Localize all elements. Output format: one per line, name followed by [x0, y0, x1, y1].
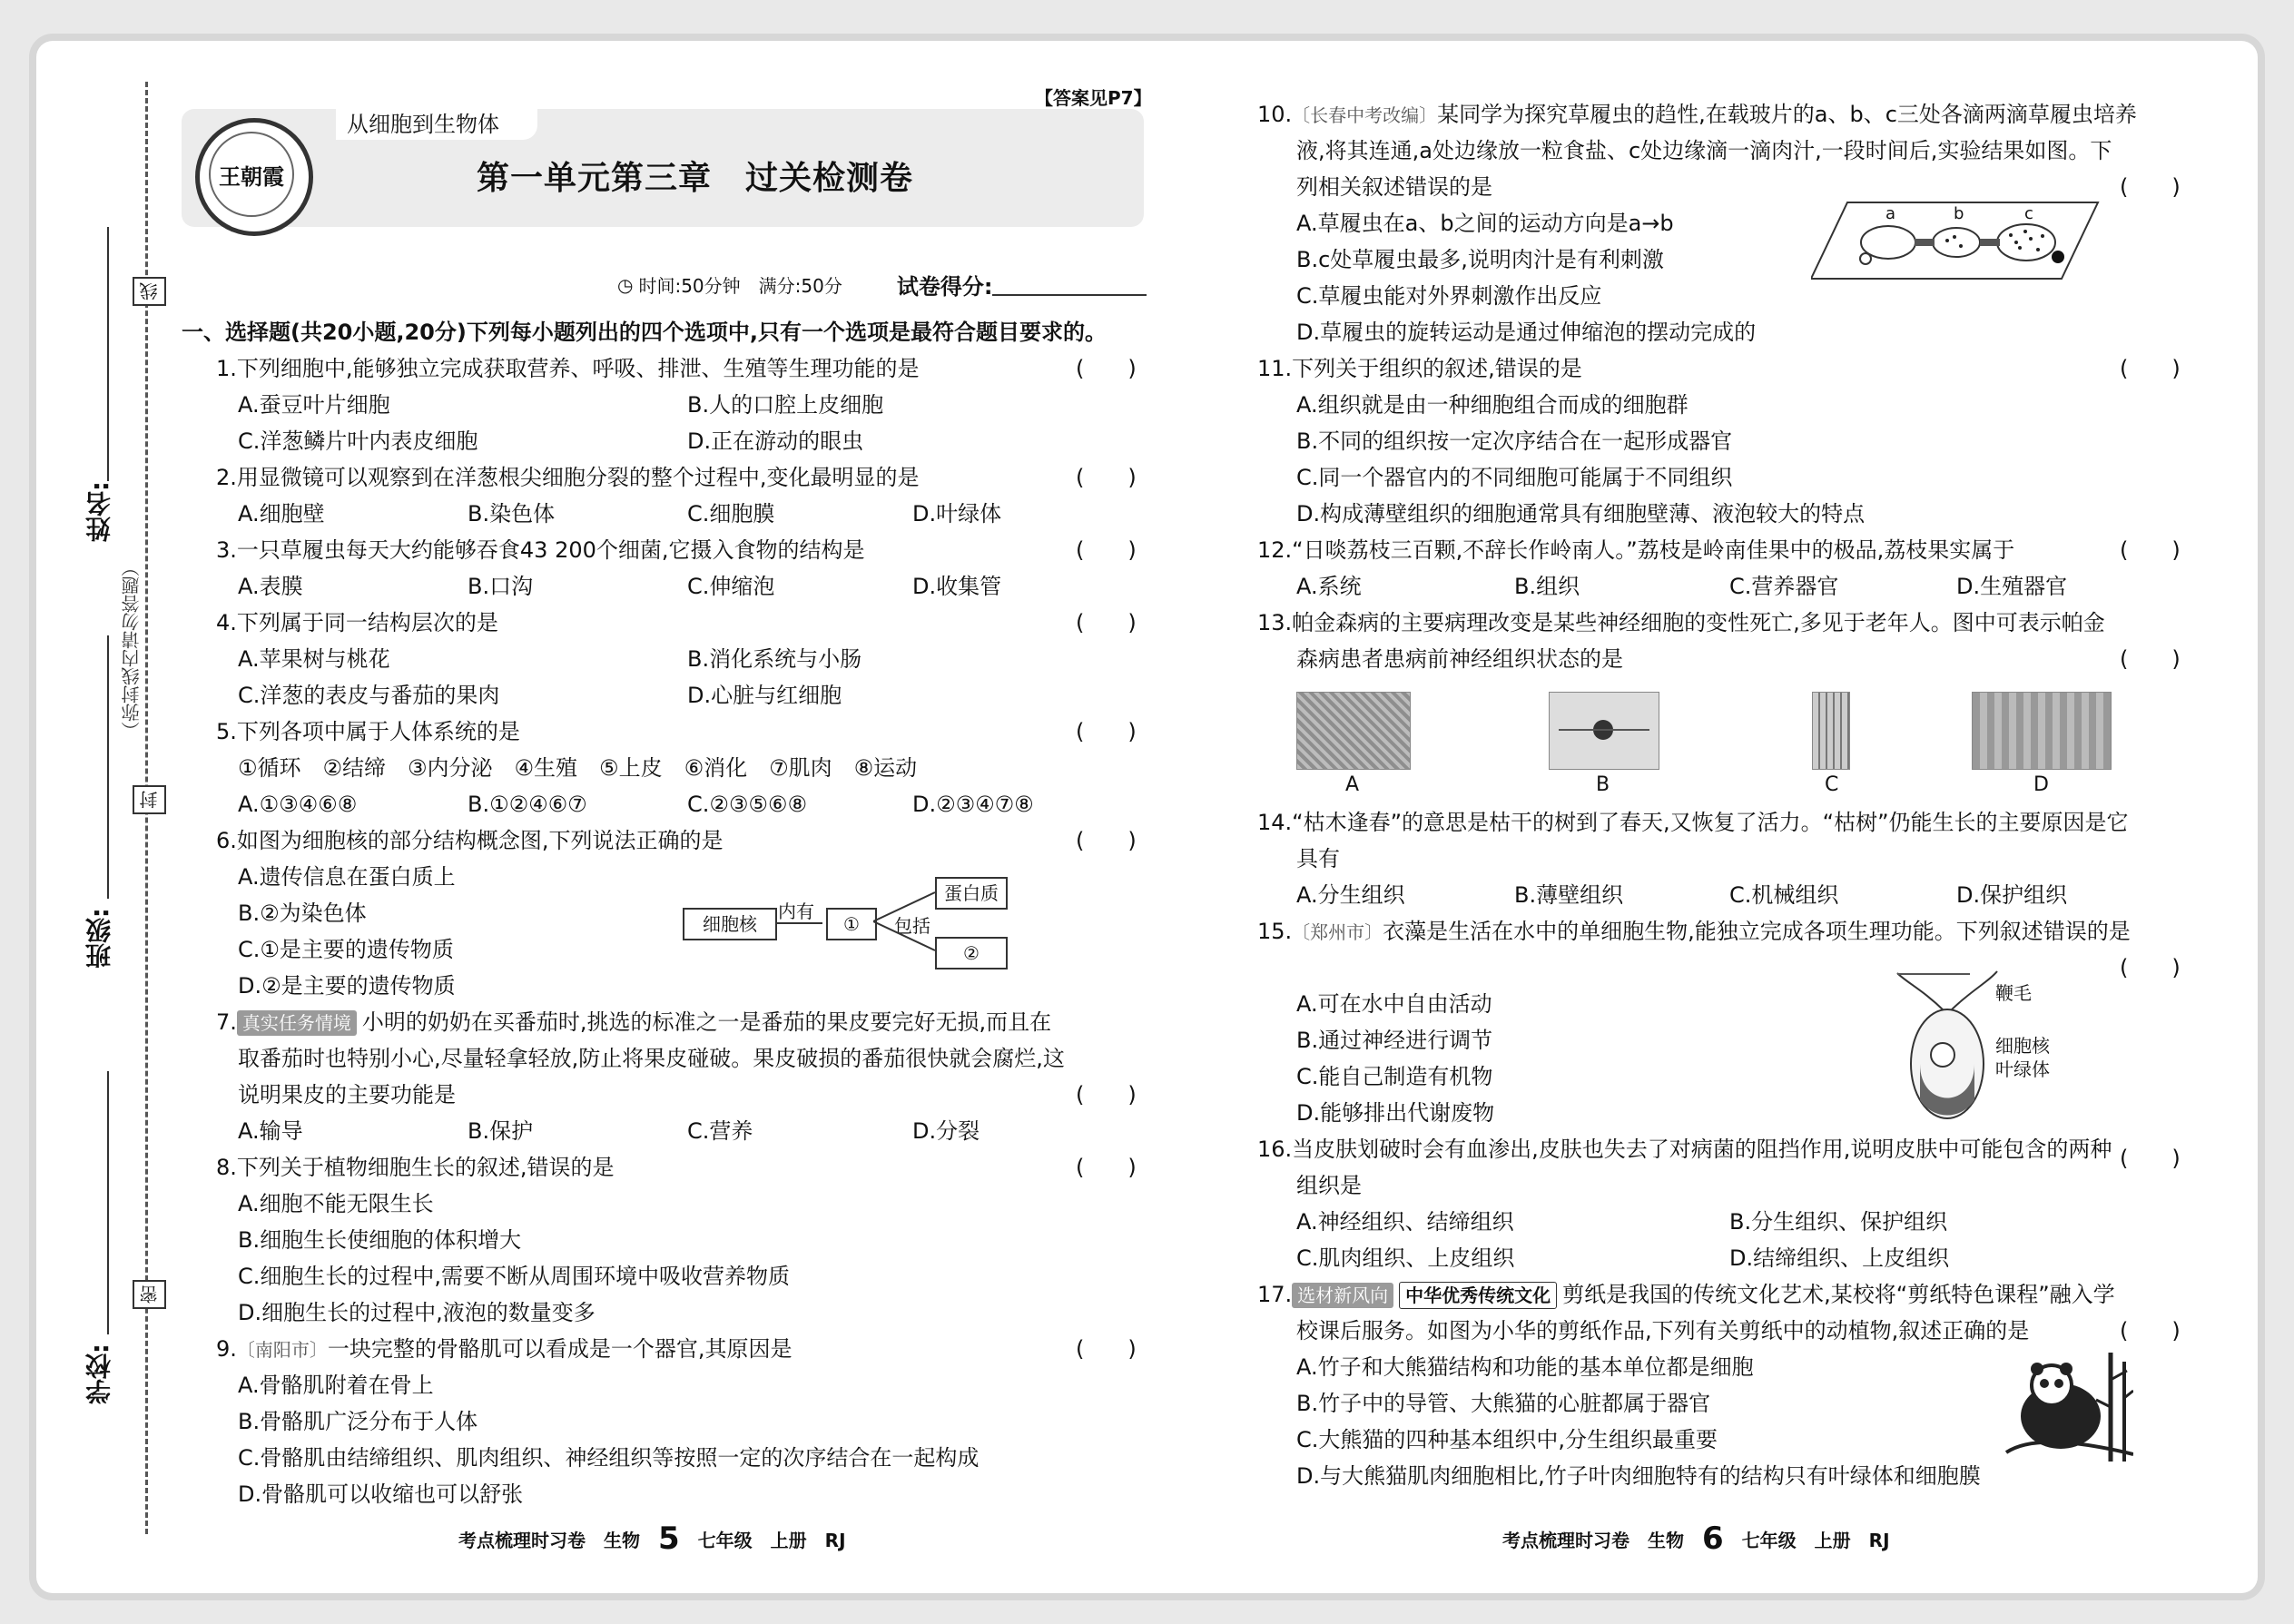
q13-caption-c: C: [1825, 773, 1839, 796]
q15-label-chloroplast: 叶绿体: [1995, 1058, 2050, 1080]
q15-answer-blank[interactable]: ( ): [2120, 955, 2181, 980]
q6-label-includes: 包括: [894, 915, 930, 937]
q1-option-d[interactable]: D.正在游动的眼虫: [687, 428, 864, 454]
q10-option-c[interactable]: C.草履虫能对外界刺激作出反应: [1296, 283, 1602, 309]
q14-option-a[interactable]: A.分生组织: [1296, 882, 1405, 908]
q8-stem: 8.下列关于植物细胞生长的叙述,错误的是: [216, 1155, 615, 1180]
q10-stem-line2: 液,将其连通,a处边缘放一粒食盐、c处边缘滴一滴肉汁,一段时间后,实验结果如图。下: [1296, 138, 2112, 163]
q13-stem-line2: 森病患者患病前神经组织状态的是: [1296, 646, 1623, 672]
logo-text: 王朝霞: [209, 132, 294, 217]
q13-image-b[interactable]: [1549, 692, 1659, 770]
q4-option-c[interactable]: C.洋葱的表皮与番茄的果肉: [238, 683, 500, 708]
q17-option-c[interactable]: C.大熊猫的四种基本组织中,分生组织最重要: [1296, 1427, 1718, 1452]
q12-option-c[interactable]: C.营养器官: [1729, 574, 1839, 599]
q5-option-a[interactable]: A.①③④⑥⑧: [238, 792, 358, 817]
q10-label-a: a: [1885, 204, 1896, 223]
q9-stem: 9.〔南阳市〕一块完整的骨骼肌可以看成是一个器官,其原因是: [216, 1336, 793, 1362]
q10-option-b[interactable]: B.c处草履虫最多,说明肉汁是有利刺激: [1296, 247, 1664, 272]
q1-answer-blank[interactable]: ( ): [1076, 356, 1137, 381]
q8-option-a[interactable]: A.细胞不能无限生长: [238, 1191, 434, 1216]
q9-option-b[interactable]: B.骨骼肌广泛分布于人体: [238, 1409, 478, 1434]
name-label: 姓名:: [84, 481, 114, 543]
q9-answer-blank[interactable]: ( ): [1076, 1336, 1137, 1362]
clock-icon: ◷: [617, 273, 634, 296]
q7-stem-line3: 说明果皮的主要功能是: [238, 1082, 456, 1107]
q7-option-b[interactable]: B.保护: [468, 1118, 534, 1144]
q1-option-a[interactable]: A.蚕豆叶片细胞: [238, 392, 390, 418]
q13-stem-line1: 13.帕金森病的主要病理改变是某些神经细胞的变性死亡,多见于老年人。图中可表示帕金: [1257, 610, 2105, 635]
q9-option-a[interactable]: A.骨骼肌附着在骨上: [238, 1373, 434, 1398]
class-field[interactable]: [107, 635, 109, 899]
q5-items: ①循环 ②结缔 ③内分泌 ④生殖 ⑤上皮 ⑥消化 ⑦肌肉 ⑧运动: [238, 755, 918, 781]
q7-stem-line2: 取番茄时也特别小心,尽量轻拿轻放,防止将果皮碰破。果皮破损的番茄很快就会腐烂,这: [238, 1046, 1065, 1071]
q12-option-a[interactable]: A.系统: [1296, 574, 1362, 599]
answer-ref: 【答案见P7】: [1035, 87, 1152, 109]
q10-stem-line3: 列相关叙述错误的是: [1296, 174, 1492, 200]
q1-option-b[interactable]: B.人的口腔上皮细胞: [687, 392, 884, 418]
q15-flagellum-pointer: [1897, 973, 1970, 975]
q15-option-d[interactable]: D.能够排出代谢废物: [1296, 1100, 1495, 1126]
q2-stem: 2.用显微镜可以观察到在洋葱根尖细胞分裂的整个过程中,变化最明显的是: [216, 465, 920, 490]
q13-image-c[interactable]: [1812, 692, 1850, 770]
score-field[interactable]: [992, 274, 1147, 296]
q11-option-a[interactable]: A.组织就是由一种细胞组合而成的细胞群: [1296, 392, 1689, 418]
q9-option-d[interactable]: D.骨骼肌可以收缩也可以舒张: [238, 1481, 524, 1507]
q15-label-flagellum: 鞭毛: [1995, 982, 2032, 1004]
q3-option-c[interactable]: C.伸缩泡: [687, 574, 775, 599]
q17-option-d[interactable]: D.与大熊猫肌肉细胞相比,竹子叶肉细胞特有的结构只有叶绿体和细胞膜: [1296, 1463, 1981, 1489]
q16-stem-line1: 16.当皮肤划破时会有血渗出,皮肤也失去了对病菌的阻挡作用,说明皮肤中可能包含的两种: [1257, 1137, 2112, 1162]
q6-box-protein: 蛋白质: [935, 877, 1008, 910]
q8-option-d[interactable]: D.细胞生长的过程中,液泡的数量变多: [238, 1300, 596, 1325]
q6-option-d[interactable]: D.②是主要的遗传物质: [238, 973, 456, 999]
q13-caption-d: D: [2033, 773, 2049, 796]
section-title: 一、选择题(共20小题,20分)下列每小题列出的四个选项中,只有一个选项是最符合题目要求的。: [182, 320, 1107, 345]
right-footer: 考点梳理时习卷 生物 6 七年级 上册 RJ: [1502, 1521, 1890, 1557]
q1-stem: 1.下列细胞中,能够独立完成获取营养、呼吸、排泄、生殖等生理功能的是: [216, 356, 920, 381]
q17-tag-1: 选材新风向: [1292, 1283, 1393, 1308]
q14-option-b[interactable]: B.薄壁组织: [1514, 882, 1624, 908]
q4-stem: 4.下列属于同一结构层次的是: [216, 610, 498, 635]
q6-option-c[interactable]: C.①是主要的遗传物质: [238, 937, 454, 962]
q10-label-b: b: [1954, 204, 1964, 223]
exam-info: [617, 269, 1147, 300]
seal-mark-secret: 密: [133, 1280, 166, 1309]
q13-caption-b: B: [1596, 773, 1610, 796]
series-title: 从细胞到生物体: [336, 109, 537, 140]
q17-stem-line1: 17. 选材新风向 中华优秀传统文化 剪纸是我国的传统文化艺术,某校将“剪纸特色课程”融入学: [1257, 1282, 2115, 1307]
q8-answer-blank[interactable]: ( ): [1076, 1155, 1137, 1180]
q8-option-b[interactable]: B.细胞生长使细胞的体积增大: [238, 1227, 522, 1253]
q5-stem: 5.下列各项中属于人体系统的是: [216, 719, 520, 744]
q6-branch-arrows: [873, 885, 937, 967]
q7-answer-blank[interactable]: ( ): [1076, 1082, 1137, 1107]
q2-option-b[interactable]: B.染色体: [468, 501, 556, 527]
q17-stem-line2: 校课后服务。如图为小华的剪纸作品,下列有关剪纸中的动植物,叙述正确的是: [1296, 1318, 2030, 1343]
q2-option-c[interactable]: C.细胞膜: [687, 501, 775, 527]
q16-option-d[interactable]: D.结缔组织、上皮组织: [1729, 1245, 1950, 1271]
q17-tag-2: 中华优秀传统文化: [1399, 1282, 1557, 1309]
q11-stem: 11.下列关于组织的叙述,错误的是: [1257, 356, 1582, 381]
q11-option-d[interactable]: D.构成薄壁组织的细胞通常具有细胞壁薄、液泡较大的特点: [1296, 501, 1866, 527]
q6-option-a[interactable]: A.遗传信息在蛋白质上: [238, 864, 456, 890]
q9-source: 〔南阳市〕: [236, 1339, 328, 1361]
q7-option-d[interactable]: D.分裂: [912, 1118, 980, 1144]
seal-note: （弥封线内请勿答题）: [121, 558, 143, 740]
q1-option-c[interactable]: C.洋葱鳞片叶内表皮细胞: [238, 428, 478, 454]
q13-answer-blank[interactable]: ( ): [2120, 646, 2181, 672]
q6-answer-blank[interactable]: ( ): [1076, 828, 1137, 853]
q16-option-c[interactable]: C.肌肉组织、上皮组织: [1296, 1245, 1515, 1271]
seal-mark-line: 线: [133, 277, 166, 306]
q3-option-a[interactable]: A.表膜: [238, 574, 303, 599]
q10-option-d[interactable]: D.草履虫的旋转运动是通过伸缩泡的摆动完成的: [1296, 320, 1757, 345]
q16-option-a[interactable]: A.神经组织、结缔组织: [1296, 1209, 1514, 1235]
seal-mark-seal: 封: [133, 785, 166, 814]
q5-option-c[interactable]: C.②③⑤⑥⑧: [687, 792, 807, 817]
q15-option-a[interactable]: A.可在水中自由活动: [1296, 991, 1492, 1017]
q17-option-a[interactable]: A.竹子和大熊猫结构和功能的基本单位都是细胞: [1296, 1354, 1754, 1380]
q11-option-b[interactable]: B.不同的组织按一定次序结合在一起形成器官: [1296, 428, 1733, 454]
q4-option-a[interactable]: A.苹果树与桃花: [238, 646, 390, 672]
q5-option-b[interactable]: B.①②④⑥⑦: [468, 792, 587, 817]
class-label: 班级:: [84, 908, 114, 969]
q15-chlamydomonas-figure: [1888, 964, 2006, 1137]
q10-answer-blank[interactable]: ( ): [2120, 174, 2181, 200]
page-number-5: 5: [658, 1521, 680, 1557]
q10-stem-line1: 10.〔长春中考改编〕某同学为探究草履虫的趋性,在载玻片的a、b、c三处各滴两滴草履虫培养: [1257, 102, 2137, 127]
q10-option-a[interactable]: A.草履虫在a、b之间的运动方向是a→b: [1296, 211, 1674, 236]
logo-seal: [195, 118, 313, 236]
page-title: 第一单元第三章 过关检测卷: [477, 160, 914, 197]
q16-option-b[interactable]: B.分生组织、保护组织: [1729, 1209, 1948, 1235]
q2-option-a[interactable]: A.细胞壁: [238, 501, 325, 527]
q13-image-d[interactable]: [1972, 692, 2112, 770]
q16-stem-line2: 组织是: [1296, 1173, 1362, 1198]
q13-image-a[interactable]: [1296, 692, 1411, 770]
q6-box-nucleus: 细胞核: [683, 908, 777, 940]
page-number-6: 6: [1702, 1521, 1724, 1557]
q5-option-d[interactable]: D.②③④⑦⑧: [912, 792, 1034, 817]
q15-option-c[interactable]: C.能自己制造有机物: [1296, 1064, 1493, 1089]
q7-stem-line1: 7. 真实任务情境 小明的奶奶在买番茄时,挑选的标准之一是番茄的果皮要完好无损,而且在: [216, 1009, 1052, 1035]
left-footer: 考点梳理时习卷 生物 5 七年级 上册 RJ: [458, 1521, 846, 1557]
q9-option-c[interactable]: C.骨骼肌由结缔组织、肌肉组织、神经组织等按照一定的次序结合在一起构成: [238, 1445, 980, 1471]
q3-answer-blank[interactable]: ( ): [1076, 537, 1137, 563]
q6-arrow-1: [777, 922, 822, 924]
q12-option-b[interactable]: B.组织: [1514, 574, 1580, 599]
school-label: 学校:: [84, 1343, 114, 1405]
q6-option-b[interactable]: B.②为染色体: [238, 901, 367, 926]
q7-tag: 真实任务情境: [237, 1010, 357, 1036]
score-label: 试卷得分:: [896, 274, 993, 300]
q4-option-b[interactable]: B.消化系统与小肠: [687, 646, 862, 672]
q12-answer-blank[interactable]: ( ): [2120, 537, 2181, 563]
time-info: 时间:50分钟 满分:50分: [638, 275, 842, 297]
name-field[interactable]: [107, 227, 109, 481]
q14-stem-line2: 具有: [1296, 846, 1340, 871]
q2-option-d[interactable]: D.叶绿体: [912, 501, 1002, 527]
q15-source: 〔郑州市〕: [1292, 921, 1383, 943]
q15-stem: 15.〔郑州市〕衣藻是生活在水中的单细胞生物,能独立完成各项生理功能。下列叙述错误的是: [1257, 919, 2131, 944]
school-field[interactable]: [107, 1071, 109, 1334]
q5-answer-blank[interactable]: ( ): [1076, 719, 1137, 744]
q15-option-b[interactable]: B.通过神经进行调节: [1296, 1028, 1493, 1053]
q6-label-contains: 内有: [778, 901, 814, 922]
q7-option-c[interactable]: C.营养: [687, 1118, 753, 1144]
q3-option-b[interactable]: B.口沟: [468, 574, 534, 599]
q4-option-d[interactable]: D.心脏与红细胞: [687, 683, 842, 708]
q3-stem: 3.一只草履虫每天大约能够吞食43 200个细菌,它摄入食物的结构是: [216, 537, 865, 563]
q7-option-a[interactable]: A.输导: [238, 1118, 303, 1144]
q17-papercut-panda-figure: [1997, 1353, 2133, 1462]
q6-stem: 6.如图为细胞核的部分结构概念图,下列说法正确的是: [216, 828, 724, 853]
q10-label-c: c: [2024, 204, 2033, 223]
q17-answer-blank[interactable]: ( ): [2120, 1318, 2181, 1343]
q14-option-d[interactable]: D.保护组织: [1956, 882, 2068, 908]
q16-answer-blank[interactable]: ( ): [2120, 1146, 2181, 1171]
q6-box-one: ①: [826, 908, 877, 940]
q12-stem: 12.“日啖荔枝三百颗,不辞长作岭南人。”荔枝是岭南佳果中的极品,荔枝果实属于: [1257, 537, 2015, 563]
q4-answer-blank[interactable]: ( ): [1076, 610, 1137, 635]
q3-option-d[interactable]: D.收集管: [912, 574, 1002, 599]
q15-label-nucleus: 细胞核: [1995, 1035, 2050, 1057]
q12-option-d[interactable]: D.生殖器官: [1956, 574, 2068, 599]
q10-source: 〔长春中考改编〕: [1292, 104, 1438, 126]
q14-option-c[interactable]: C.机械组织: [1729, 882, 1839, 908]
q13-caption-a: A: [1345, 773, 1360, 796]
q11-answer-blank[interactable]: ( ): [2120, 356, 2181, 381]
q6-box-two: ②: [935, 937, 1008, 969]
q14-stem-line1: 14.“枯木逢春”的意思是枯干的树到了春天,又恢复了活力。“枯树”仍能生长的主要原因是它: [1257, 810, 2129, 835]
q2-answer-blank[interactable]: ( ): [1076, 465, 1137, 490]
q17-option-b[interactable]: B.竹子中的导管、大熊猫的心脏都属于器官: [1296, 1391, 1711, 1416]
q11-option-c[interactable]: C.同一个器官内的不同细胞可能属于不同组织: [1296, 465, 1733, 490]
q8-option-c[interactable]: C.细胞生长的过程中,需要不断从周围环境中吸收营养物质: [238, 1264, 791, 1289]
